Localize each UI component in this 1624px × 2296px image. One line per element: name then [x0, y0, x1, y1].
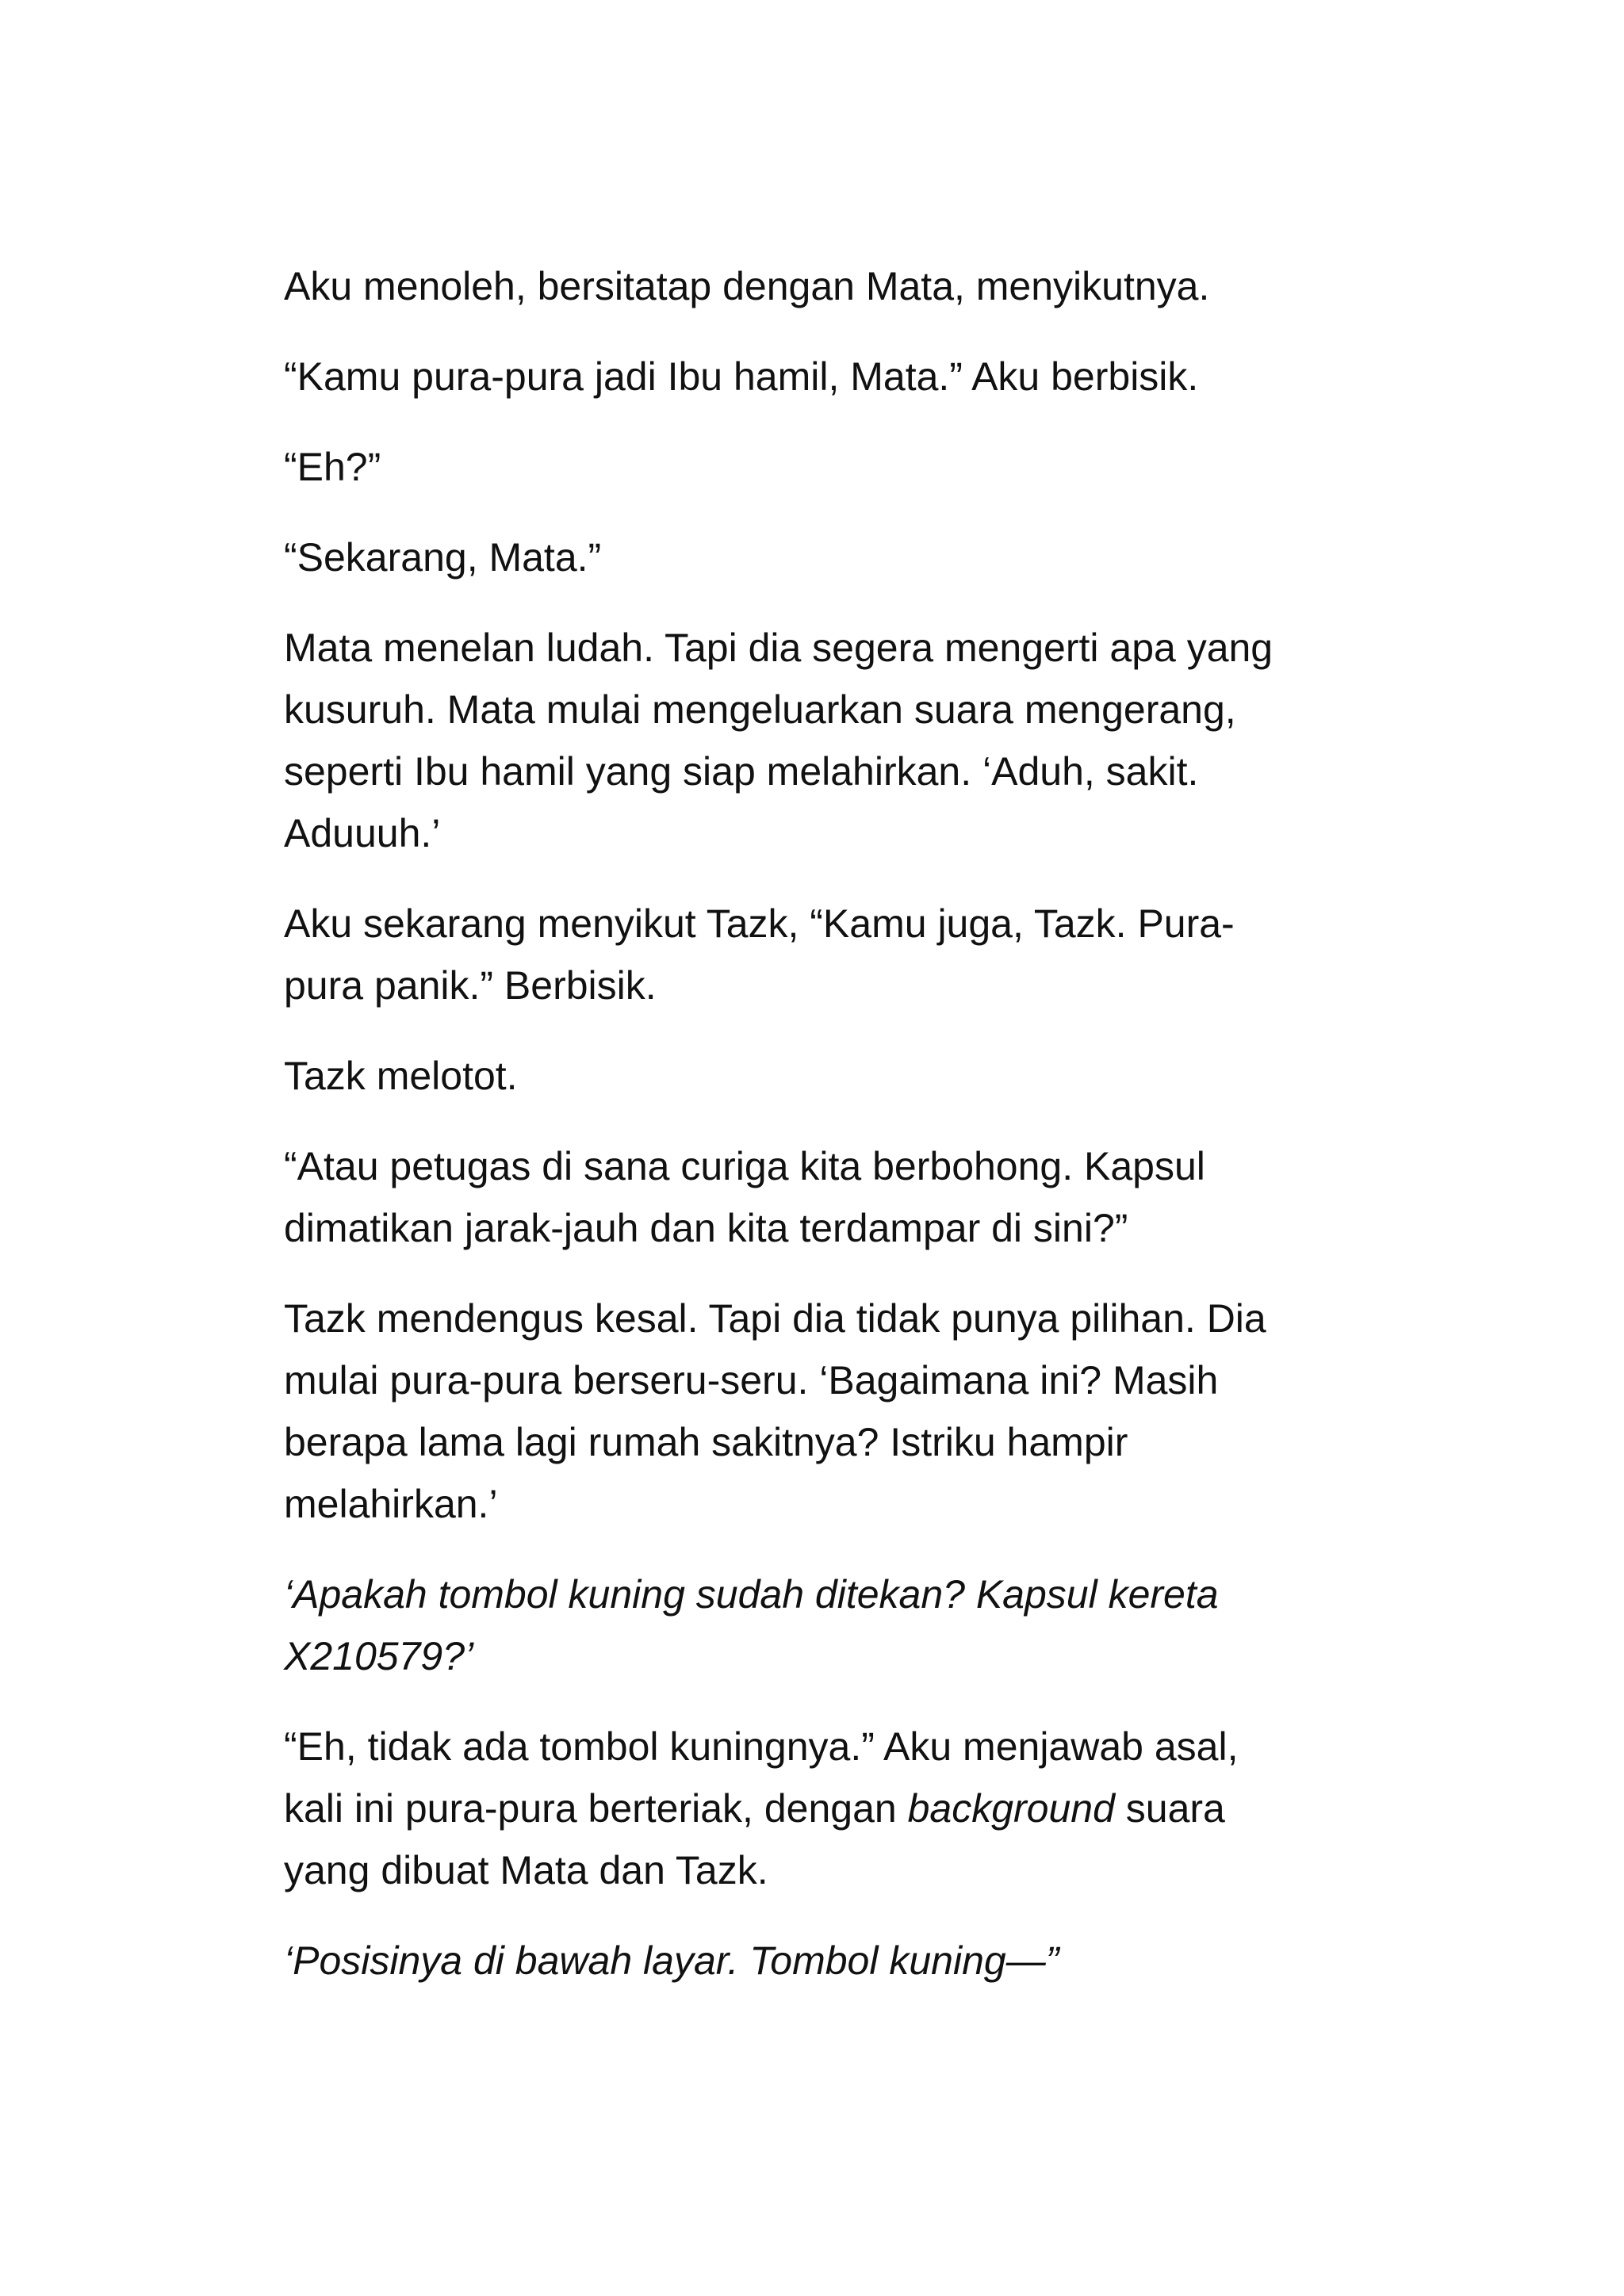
body-text	[284, 255, 1394, 2020]
paragraph-11-emphasis: background	[907, 1786, 1115, 1831]
paragraph-12: ‘Posisinya di bawah layar. Tombol kuning—”	[284, 1938, 1059, 1983]
paragraph-8: “Atau petugas di sana curiga kita berbohong. Kapsul dimatikan jarak-jauh dan kita terdampar di sini?”	[284, 1144, 1205, 1250]
paragraph-5: Mata menelan ludah. Tapi dia segera mengerti apa yang kusuruh. Mata mulai mengeluarkan suara mengerang, seperti Ibu hamil yang siap melahirkan. ‘Aduh, sakit. Aduuuh.’	[284, 626, 1274, 855]
paragraph-6: Aku sekarang menyikut Tazk, “Kamu juga, Tazk. Pura- pura panik.” Berbisik.	[284, 901, 1235, 1008]
paragraph-3: “Eh?”	[284, 445, 381, 489]
paragraph-9: Tazk mendengus kesal. Tapi dia tidak punya pilihan. Dia mulai pura-pura berseru-seru. ‘Bagaimana ini? Masih berapa lama lagi rumah sakitnya? Istriku hampir melahirkan.’	[284, 1296, 1266, 1526]
paragraph-2: “Kamu pura-pura jadi Ibu hamil, Mata.” Aku berbisik.	[284, 354, 1199, 399]
paragraph-1: Aku menoleh, bersitatap dengan Mata, menyikutnya.	[284, 264, 1210, 308]
paragraph-11	[284, 1716, 1394, 1901]
paragraph-7: Tazk melotot.	[284, 1054, 518, 1098]
paragraph-11-part-a: “Eh, tidak ada tombol kuningnya.” Aku menjawab asal, kali ini pura-pura berteriak, dengan	[284, 1724, 1239, 1831]
paragraph-11-part-b: suara yang dibuat Mata dan Tazk.	[284, 1786, 1225, 1892]
paragraph-10: ‘Apakah tombol kuning sudah ditekan? Kapsul kereta X210579?’	[284, 1572, 1219, 1678]
paragraph-4: “Sekarang, Mata.”	[284, 535, 602, 580]
